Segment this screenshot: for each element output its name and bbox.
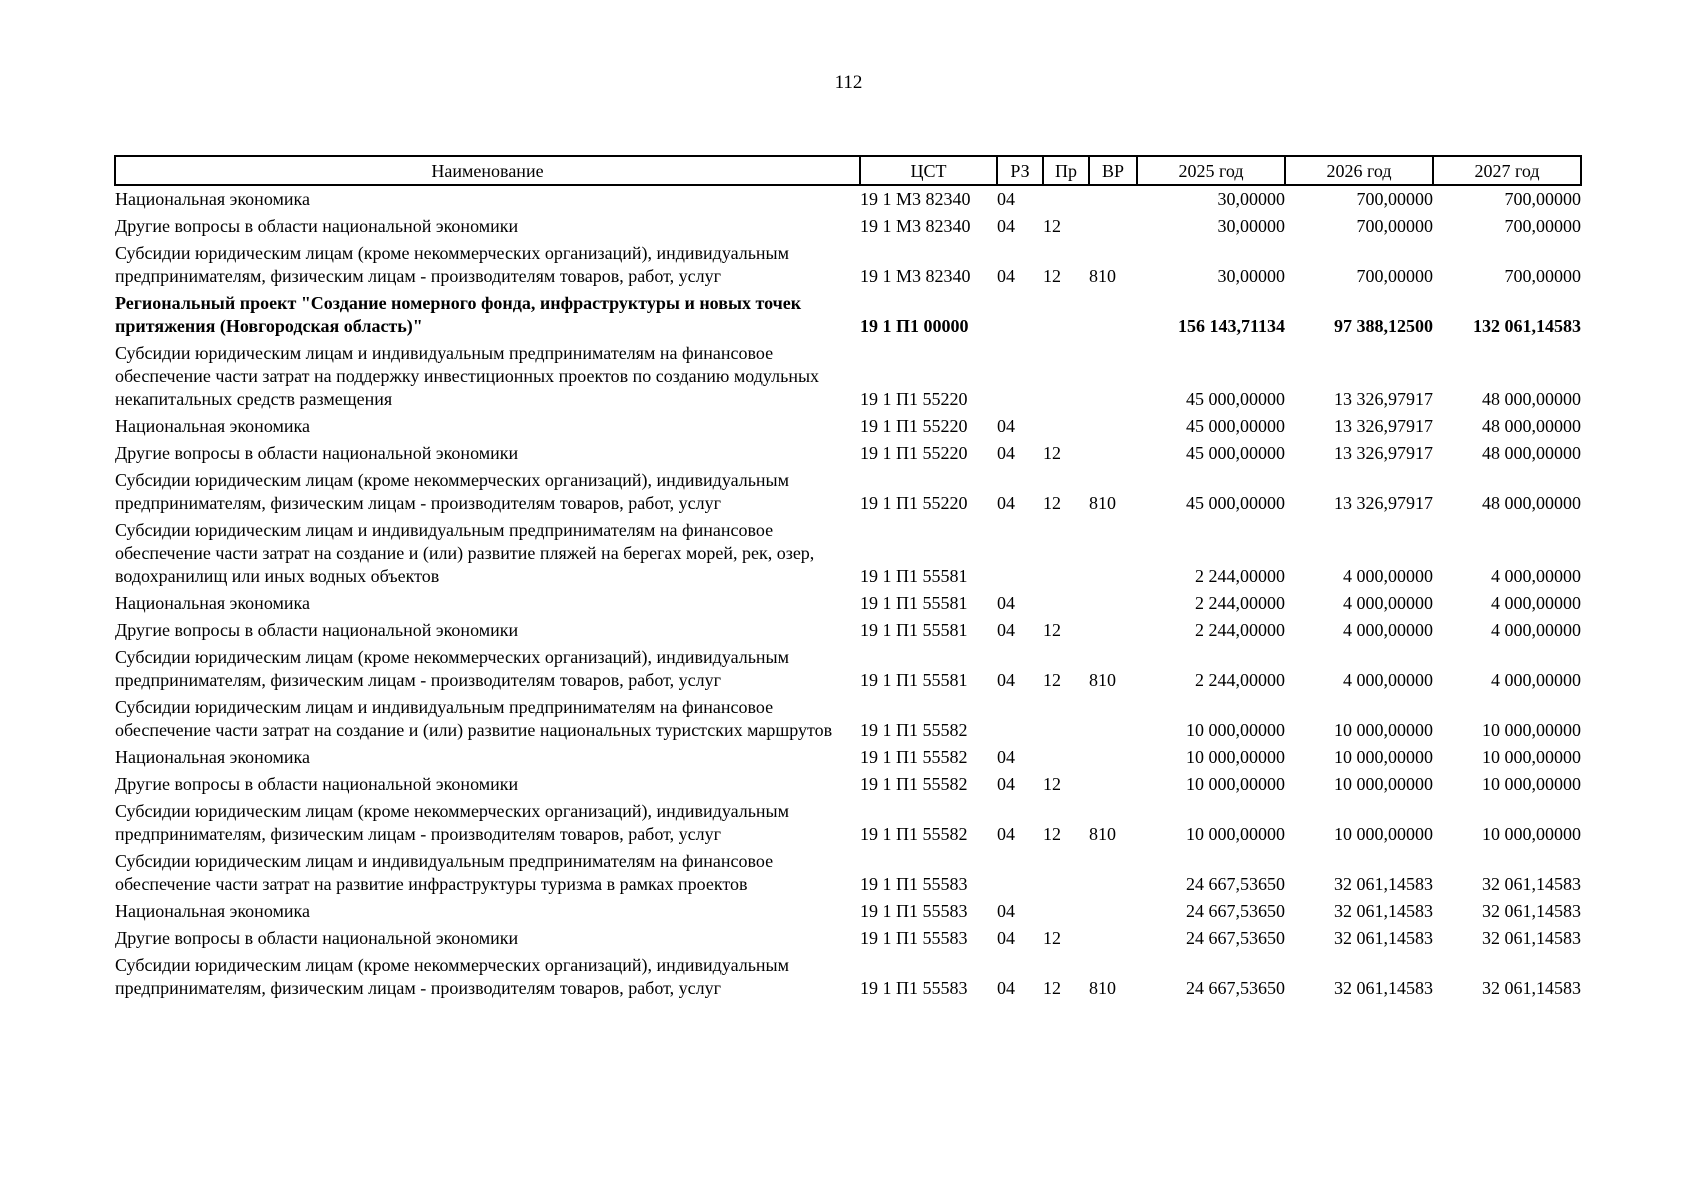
cell-rz: 04	[997, 416, 1015, 436]
header-year-2025: 2025 год	[1137, 156, 1285, 185]
cell-rz: 04	[997, 593, 1015, 613]
cell-rz	[997, 694, 1043, 744]
cell-name: Субсидии юридическим лицам (кроме некоммерческих организаций), индивидуальным предпринимателям, физическим лицам - производителям товаров, работ, услуг	[115, 647, 790, 690]
cell-name: Субсидии юридическим лицам и индивидуальным предпринимателям на финансовое обеспечение части затрат на создание и (или) развитие национальных туристских маршрутов	[115, 697, 833, 740]
cell-pr	[1043, 517, 1089, 590]
cell-vr	[1089, 440, 1137, 467]
cell-2027: 4 000,00000	[1491, 670, 1581, 690]
cell-rz: 04	[997, 443, 1015, 463]
cell-2026: 4 000,00000	[1343, 566, 1433, 586]
cell-rz: 04	[997, 189, 1015, 209]
table-row	[115, 925, 1581, 952]
cell-rz: 04	[997, 824, 1015, 844]
cell-2027: 4 000,00000	[1491, 620, 1581, 640]
cell-cst: 19 1 П1 55220	[860, 416, 968, 436]
cell-name: Другие вопросы в области национальной экономики	[115, 620, 519, 640]
cell-vr	[1089, 848, 1137, 898]
cell-2025: 10 000,00000	[1186, 824, 1285, 844]
cell-2025: 30,00000	[1217, 266, 1285, 286]
cell-2025: 45 000,00000	[1186, 443, 1285, 463]
cell-vr: 810	[1089, 824, 1116, 844]
cell-2027: 10 000,00000	[1482, 824, 1581, 844]
table-row	[115, 467, 1581, 517]
cell-rz	[997, 517, 1043, 590]
cell-pr	[1043, 744, 1089, 771]
cell-2027: 10 000,00000	[1482, 774, 1581, 794]
cell-pr: 12	[1043, 266, 1061, 286]
cell-cst: 19 1 П1 55582	[860, 747, 968, 767]
cell-name: Субсидии юридическим лицам и индивидуальным предпринимателям на финансовое обеспечение части затрат на поддержку инвестиционных проектов по созданию модульных некапитальных средств размещения	[115, 343, 820, 409]
cell-2026: 4 000,00000	[1343, 593, 1433, 613]
cell-2025: 156 143,71134	[1177, 316, 1285, 336]
cell-name: Национальная экономика	[115, 747, 310, 767]
cell-2025: 30,00000	[1217, 216, 1285, 236]
table-row	[115, 798, 1581, 848]
cell-rz	[997, 290, 1043, 340]
cell-cst: 19 1 П1 55583	[860, 901, 968, 921]
table-row	[115, 848, 1581, 898]
header-cst: ЦСТ	[860, 156, 997, 185]
cell-2025: 2 244,00000	[1195, 620, 1285, 640]
cell-name: Национальная экономика	[115, 416, 310, 436]
cell-2025: 24 667,53650	[1186, 874, 1285, 894]
cell-2027: 48 000,00000	[1482, 493, 1581, 513]
cell-2026: 700,00000	[1356, 216, 1433, 236]
table-row	[115, 413, 1581, 440]
cell-2026: 10 000,00000	[1334, 747, 1433, 767]
cell-2026: 4 000,00000	[1343, 670, 1433, 690]
cell-2027: 4 000,00000	[1491, 593, 1581, 613]
cell-pr: 12	[1043, 620, 1061, 640]
cell-pr	[1043, 694, 1089, 744]
cell-2026: 4 000,00000	[1343, 620, 1433, 640]
cell-2027: 10 000,00000	[1482, 747, 1581, 767]
cell-rz: 04	[997, 928, 1015, 948]
cell-2026: 32 061,14583	[1334, 978, 1433, 998]
cell-2025: 2 244,00000	[1195, 593, 1285, 613]
table-row	[115, 771, 1581, 798]
cell-rz: 04	[997, 670, 1015, 690]
cell-pr	[1043, 848, 1089, 898]
table-row	[115, 517, 1581, 590]
cell-2027: 32 061,14583	[1482, 901, 1581, 921]
header-rz: РЗ	[997, 156, 1043, 185]
cell-2027: 700,00000	[1504, 216, 1581, 236]
header-name: Наименование	[115, 156, 860, 185]
cell-rz	[997, 340, 1043, 413]
cell-cst: 19 1 П1 55581	[860, 670, 968, 690]
cell-cst: 19 1 М3 82340	[860, 266, 971, 286]
cell-name: Субсидии юридическим лицам и индивидуальным предпринимателям на финансовое обеспечение части затрат на создание и (или) развитие пляжей на берегах морей, рек, озер, водохранилищ или иных водных объектов	[115, 520, 815, 586]
cell-name: Субсидии юридическим лицам (кроме некоммерческих организаций), индивидуальным предпринимателям, физическим лицам - производителям товаров, работ, услуг	[115, 955, 790, 998]
table-row	[115, 213, 1581, 240]
cell-2025: 30,00000	[1217, 189, 1285, 209]
table-body	[115, 185, 1581, 1002]
cell-2026: 13 326,97917	[1334, 389, 1433, 409]
cell-vr	[1089, 925, 1137, 952]
cell-name: Субсидии юридическим лицам и индивидуальным предпринимателям на финансовое обеспечение части затрат на развитие инфраструктуры туризма в рамках проектов	[115, 851, 774, 894]
cell-name: Другие вопросы в области национальной экономики	[115, 774, 519, 794]
cell-2026: 10 000,00000	[1334, 720, 1433, 740]
cell-2026: 32 061,14583	[1334, 874, 1433, 894]
cell-vr	[1089, 213, 1137, 240]
cell-rz: 04	[997, 493, 1015, 513]
table-row	[115, 952, 1581, 1002]
cell-name: Национальная экономика	[115, 189, 310, 209]
cell-rz: 04	[997, 747, 1015, 767]
cell-pr: 12	[1043, 443, 1061, 463]
header-pr: Пр	[1043, 156, 1089, 185]
cell-cst: 19 1 М3 82340	[860, 189, 971, 209]
table-row	[115, 898, 1581, 925]
header-row	[115, 156, 1581, 185]
cell-2027: 48 000,00000	[1482, 416, 1581, 436]
cell-2027: 32 061,14583	[1482, 978, 1581, 998]
cell-rz: 04	[997, 620, 1015, 640]
cell-pr	[1043, 590, 1089, 617]
cell-vr	[1089, 413, 1137, 440]
cell-pr	[1043, 413, 1089, 440]
cell-2027: 48 000,00000	[1482, 443, 1581, 463]
table-row	[115, 744, 1581, 771]
header-vr: ВР	[1089, 156, 1137, 185]
cell-cst: 19 1 П1 55582	[860, 774, 968, 794]
cell-2025: 24 667,53650	[1186, 978, 1285, 998]
cell-2026: 97 388,12500	[1334, 316, 1433, 336]
cell-2027: 10 000,00000	[1482, 720, 1581, 740]
cell-name: Другие вопросы в области национальной экономики	[115, 443, 519, 463]
cell-pr	[1043, 185, 1089, 213]
cell-cst: 19 1 П1 55582	[860, 720, 968, 740]
cell-vr	[1089, 617, 1137, 644]
page-number: 112	[834, 72, 863, 93]
cell-vr	[1089, 340, 1137, 413]
cell-pr	[1043, 898, 1089, 925]
header-year-2027: 2027 год	[1433, 156, 1581, 185]
cell-2025: 2 244,00000	[1195, 670, 1285, 690]
cell-name: Субсидии юридическим лицам (кроме некоммерческих организаций), индивидуальным предпринимателям, физическим лицам - производителям товаров, работ, услуг	[115, 243, 790, 286]
cell-2027: 700,00000	[1504, 266, 1581, 286]
cell-name: Субсидии юридическим лицам (кроме некоммерческих организаций), индивидуальным предпринимателям, физическим лицам - производителям товаров, работ, услуг	[115, 470, 790, 513]
table-row	[115, 617, 1581, 644]
cell-2027: 32 061,14583	[1482, 874, 1581, 894]
cell-pr: 12	[1043, 216, 1061, 236]
cell-2026: 700,00000	[1356, 189, 1433, 209]
cell-cst: 19 1 П1 55220	[860, 443, 968, 463]
cell-name: Национальная экономика	[115, 901, 310, 921]
cell-vr	[1089, 744, 1137, 771]
table-header	[115, 156, 1581, 185]
cell-pr: 12	[1043, 978, 1061, 998]
cell-2026: 13 326,97917	[1334, 443, 1433, 463]
table-row	[115, 644, 1581, 694]
cell-rz: 04	[997, 901, 1015, 921]
cell-vr	[1089, 590, 1137, 617]
cell-2026: 32 061,14583	[1334, 901, 1433, 921]
cell-cst: 19 1 П1 55583	[860, 978, 968, 998]
cell-vr	[1089, 771, 1137, 798]
cell-cst: 19 1 П1 55583	[860, 874, 968, 894]
cell-vr	[1089, 517, 1137, 590]
cell-name: Субсидии юридическим лицам (кроме некоммерческих организаций), индивидуальным предпринимателям, физическим лицам - производителям товаров, работ, услуг	[115, 801, 790, 844]
cell-vr	[1089, 290, 1137, 340]
cell-pr: 12	[1043, 928, 1061, 948]
header-year-2026: 2026 год	[1285, 156, 1433, 185]
cell-2027: 32 061,14583	[1482, 928, 1581, 948]
cell-name: Национальная экономика	[115, 593, 310, 613]
cell-rz	[997, 848, 1043, 898]
cell-2026: 13 326,97917	[1334, 493, 1433, 513]
cell-name: Другие вопросы в области национальной экономики	[115, 216, 519, 236]
cell-rz: 04	[997, 216, 1015, 236]
cell-pr	[1043, 290, 1089, 340]
cell-2026: 13 326,97917	[1334, 416, 1433, 436]
cell-2026: 32 061,14583	[1334, 928, 1433, 948]
cell-cst: 19 1 П1 55581	[860, 593, 968, 613]
table-row	[115, 590, 1581, 617]
cell-rz: 04	[997, 774, 1015, 794]
cell-cst: 19 1 П1 55220	[860, 493, 968, 513]
cell-2027: 48 000,00000	[1482, 389, 1581, 409]
cell-2025: 10 000,00000	[1186, 720, 1285, 740]
cell-2025: 45 000,00000	[1186, 493, 1285, 513]
cell-2027: 4 000,00000	[1491, 566, 1581, 586]
cell-cst: 19 1 П1 55220	[860, 389, 968, 409]
cell-vr	[1089, 898, 1137, 925]
cell-vr	[1089, 694, 1137, 744]
cell-name: Региональный проект "Создание номерного фонда, инфраструктуры и новых точек притяжения (Новгородская область)"	[115, 293, 802, 336]
cell-vr: 810	[1089, 978, 1116, 998]
cell-2025: 45 000,00000	[1186, 389, 1285, 409]
table-row	[115, 340, 1581, 413]
cell-2025: 24 667,53650	[1186, 928, 1285, 948]
cell-rz: 04	[997, 266, 1015, 286]
cell-2026: 10 000,00000	[1334, 824, 1433, 844]
cell-2025: 10 000,00000	[1186, 747, 1285, 767]
cell-pr: 12	[1043, 493, 1061, 513]
cell-pr: 12	[1043, 824, 1061, 844]
cell-2026: 10 000,00000	[1334, 774, 1433, 794]
cell-cst: 19 1 П1 55581	[860, 566, 968, 586]
cell-rz: 04	[997, 978, 1015, 998]
cell-vr: 810	[1089, 493, 1116, 513]
cell-vr	[1089, 185, 1137, 213]
cell-pr	[1043, 340, 1089, 413]
cell-2026: 700,00000	[1356, 266, 1433, 286]
cell-2027: 132 061,14583	[1473, 316, 1581, 336]
cell-name: Другие вопросы в области национальной экономики	[115, 928, 519, 948]
table-row	[115, 240, 1581, 290]
table-row	[115, 185, 1581, 213]
cell-cst: 19 1 П1 55581	[860, 620, 968, 640]
budget-table	[114, 155, 1582, 1002]
cell-2025: 45 000,00000	[1186, 416, 1285, 436]
cell-vr: 810	[1089, 670, 1116, 690]
cell-2027: 700,00000	[1504, 189, 1581, 209]
cell-2025: 24 667,53650	[1186, 901, 1285, 921]
cell-cst: 19 1 П1 00000	[860, 316, 969, 336]
cell-pr: 12	[1043, 774, 1061, 794]
cell-vr: 810	[1089, 266, 1116, 286]
cell-pr: 12	[1043, 670, 1061, 690]
table-row	[115, 290, 1581, 340]
table-row	[115, 440, 1581, 467]
cell-cst: 19 1 П1 55583	[860, 928, 968, 948]
cell-2025: 2 244,00000	[1195, 566, 1285, 586]
cell-cst: 19 1 П1 55582	[860, 824, 968, 844]
table-row	[115, 694, 1581, 744]
cell-cst: 19 1 М3 82340	[860, 216, 971, 236]
cell-2025: 10 000,00000	[1186, 774, 1285, 794]
